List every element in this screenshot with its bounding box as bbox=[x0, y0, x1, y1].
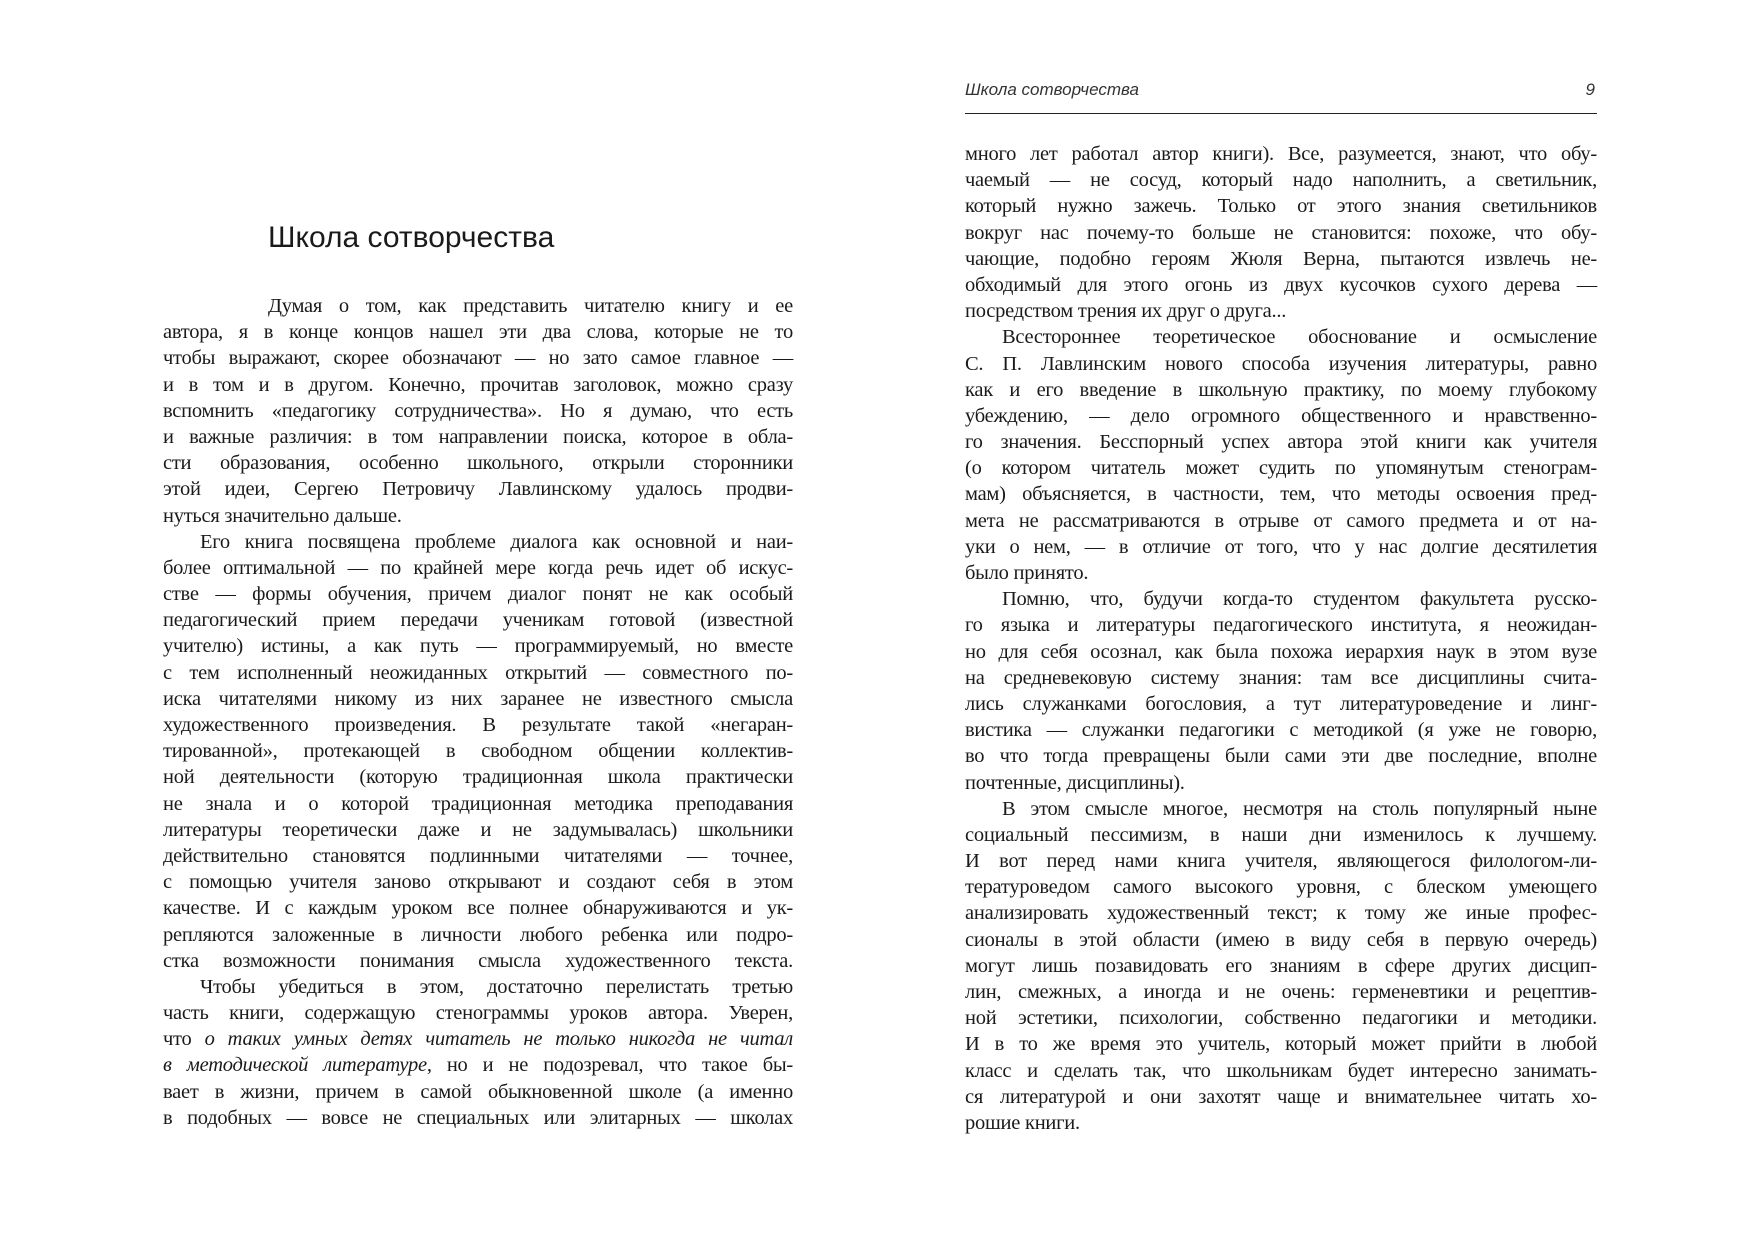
text-segment: (о котором читатель может судить по упомянутым стенограм- bbox=[965, 457, 1597, 480]
text-segment: стка возможности понимания смысла художественного текста. bbox=[163, 949, 793, 972]
text-line bbox=[965, 324, 1597, 350]
text-segment: который нужно зажечь. Только от этого знания светильников bbox=[965, 195, 1597, 218]
text-segment: стве — формы обучения, причем диалог понят не как особый bbox=[163, 583, 793, 606]
text-line bbox=[163, 922, 793, 948]
text-line bbox=[163, 503, 793, 529]
text-line bbox=[965, 586, 1597, 612]
text-line bbox=[965, 639, 1597, 665]
text-segment: класс и сделать так, что школьникам будет интересно занимать- bbox=[965, 1059, 1597, 1082]
text-segment: вистика — служанки педагогики с методикой (я уже не говорю, bbox=[965, 719, 1597, 742]
text-segment: чтобы выражают, скорее обозначают — но зато самое главное — bbox=[163, 347, 793, 370]
text-segment: го значения. Бесспорный успех автора этой книги как учителя bbox=[965, 431, 1597, 454]
text-line bbox=[163, 581, 793, 607]
running-header bbox=[965, 78, 1597, 114]
text-segment: и важные различия: в том направлении поиска, которое в обла- bbox=[163, 425, 793, 448]
text-segment: с помощью учителя заново открывают и создают себя в этом bbox=[163, 871, 793, 894]
text-segment: лись служанками богословия, а тут литературоведение и линг- bbox=[965, 692, 1597, 715]
paragraph bbox=[965, 324, 1597, 586]
text-line bbox=[163, 686, 793, 712]
text-segment: лин, смежных, а иногда и не очень: герменевтики и рецептив- bbox=[965, 981, 1597, 1003]
text-segment: вает в жизни, причем в самой обыкновенной школе (а именно bbox=[163, 1080, 793, 1103]
text-line bbox=[163, 398, 793, 424]
text-line bbox=[163, 450, 793, 476]
text-line bbox=[965, 167, 1597, 193]
paragraph bbox=[163, 974, 793, 1131]
text-line bbox=[163, 660, 793, 686]
left-page bbox=[0, 0, 877, 1240]
text-segment: , но и не подозревал, что такое бы- bbox=[426, 1054, 794, 1077]
text-segment: Чтобы убедиться в этом, достаточно перелистать третью bbox=[200, 975, 793, 998]
text-line bbox=[163, 948, 793, 974]
text-line bbox=[965, 822, 1597, 848]
paragraph bbox=[965, 141, 1597, 324]
text-line bbox=[163, 895, 793, 921]
text-line bbox=[163, 869, 793, 895]
text-line bbox=[163, 633, 793, 659]
text-line bbox=[965, 848, 1597, 874]
text-line bbox=[965, 979, 1597, 1005]
text-segment: педагогический прием передачи ученикам готовой (известной bbox=[163, 609, 793, 632]
text-line bbox=[965, 770, 1597, 796]
text-line bbox=[163, 974, 793, 1000]
text-line bbox=[163, 293, 793, 319]
text-line bbox=[163, 712, 793, 738]
paragraph bbox=[163, 293, 793, 529]
text-segment: могут лишь позавидовать его знаниям в сфере других дисцип- bbox=[965, 954, 1597, 977]
text-segment: на средневековую систему знания: там все дисциплины счита- bbox=[965, 666, 1597, 689]
text-segment: сионалы в этой области (имею в виду себя в первую очередь) bbox=[965, 928, 1597, 951]
text-segment: художественного произведения. В результате такой «негаран- bbox=[163, 714, 793, 736]
text-segment: но для себя осознал, как была похожа иерархия наук в этом вузе bbox=[965, 640, 1597, 663]
text-line bbox=[965, 1031, 1597, 1057]
text-line bbox=[965, 246, 1597, 272]
text-line bbox=[163, 345, 793, 371]
text-segment: ной эстетики, психологии, собственно педагогики и методики. bbox=[965, 1007, 1597, 1030]
text-segment: социальный пессимизм, в наши дни изменилось к лучшему. bbox=[965, 823, 1597, 846]
text-line bbox=[965, 193, 1597, 219]
text-segment: этой идеи, Сергею Петровичу Лавлинскому удалось продви- bbox=[163, 478, 793, 501]
text-line bbox=[965, 403, 1597, 429]
text-segment: анализировать художественный текст; к тому же иные профес- bbox=[965, 902, 1597, 925]
text-segment: более оптимальной — по крайней мере когда речь идет об искус- bbox=[163, 556, 793, 579]
text-segment: Думая о том, как представить читателю книгу и ее bbox=[268, 295, 793, 317]
text-segment: Всестороннее теоретическое обоснование и осмысление bbox=[1002, 326, 1597, 349]
text-line bbox=[163, 1079, 793, 1105]
text-segment: как и его введение в школьную практику, по моему глубокому bbox=[965, 378, 1597, 401]
text-line bbox=[163, 1105, 793, 1131]
text-line bbox=[163, 319, 793, 345]
text-segment: рошие книги. bbox=[965, 1111, 1080, 1134]
right-page bbox=[877, 0, 1755, 1240]
text-line bbox=[965, 272, 1597, 298]
text-segment: тированной», протекающей в свободном общении коллектив- bbox=[163, 740, 793, 763]
text-segment: ся литературой и они захотят чаще и внимательнее читать хо- bbox=[965, 1085, 1597, 1108]
text-segment: Его книга посвящена проблеме диалога как основной и наи- bbox=[200, 530, 793, 553]
text-line bbox=[965, 560, 1597, 586]
italic-text: о таких умных детях читатель не только никогда не читал bbox=[204, 1028, 793, 1051]
text-segment: было принято. bbox=[965, 562, 1089, 584]
text-line bbox=[163, 1052, 793, 1078]
text-segment: не знала и о которой традиционная методика преподавания bbox=[163, 792, 793, 815]
chapter-title: Школа сотворчества bbox=[268, 221, 555, 254]
paragraph bbox=[965, 796, 1597, 1136]
text-line bbox=[163, 555, 793, 581]
text-line bbox=[163, 1000, 793, 1026]
text-segment: Помню, что, будучи когда-то студентом факультета русско- bbox=[1002, 588, 1597, 611]
text-segment: С. П. Лавлинским нового способа изучения литературы, равно bbox=[965, 352, 1597, 375]
right-text-column bbox=[965, 141, 1597, 1136]
text-segment: почтенные, дисциплины). bbox=[965, 771, 1185, 794]
left-text-column bbox=[163, 293, 793, 1131]
text-line bbox=[163, 529, 793, 555]
text-line bbox=[163, 764, 793, 790]
text-segment: с тем исполненный неожиданных открытий — совместного по- bbox=[163, 661, 793, 684]
text-segment: вокруг нас почему-то больше не становится: похоже, что обу- bbox=[965, 221, 1597, 244]
text-segment: много лет работал автор книги). Все, разумеется, знают, что обу- bbox=[965, 143, 1597, 165]
text-segment: что bbox=[163, 1028, 205, 1051]
text-segment: чающие, подобно героям Жюля Верна, пытаются извлечь не- bbox=[965, 247, 1597, 270]
text-segment: ной деятельности (которую традиционная школа практически bbox=[163, 766, 793, 789]
text-segment: обходимый для этого огонь из двух кусочков сухого дерева — bbox=[965, 273, 1597, 296]
text-segment: уки о нем, — в отличие от того, что у нас долгие десятилетия bbox=[965, 535, 1597, 558]
text-line bbox=[965, 481, 1597, 507]
text-line bbox=[163, 1026, 793, 1052]
text-segment: посредством трения их друг о друга... bbox=[965, 300, 1287, 323]
text-segment: мета не рассматриваются в отрыве от самого предмета и от на- bbox=[965, 509, 1597, 532]
text-line bbox=[965, 717, 1597, 743]
text-segment: убеждению, — дело огромного общественного и нравственно- bbox=[965, 404, 1597, 427]
text-segment: репляются заложенные в личности любого ребенка или подро- bbox=[163, 923, 793, 946]
paragraph bbox=[965, 586, 1597, 796]
text-line bbox=[965, 874, 1597, 900]
text-segment: И в то же время это учитель, который может прийти в любой bbox=[965, 1033, 1597, 1056]
text-segment: действительно становятся подлинными читателями — точнее, bbox=[163, 844, 793, 867]
text-line bbox=[965, 429, 1597, 455]
text-segment: во что тогда превращены были сами эти две последние, вполне bbox=[965, 745, 1597, 768]
text-line bbox=[965, 1005, 1597, 1031]
text-segment: мам) объясняется, в частности, тем, что методы освоения пред- bbox=[965, 483, 1597, 506]
text-line bbox=[965, 141, 1597, 167]
text-segment: В этом смысле многое, несмотря на столь популярный ныне bbox=[1002, 797, 1597, 820]
paragraph bbox=[163, 529, 793, 974]
text-segment: учителю) истины, а как путь — программируемый, но вместе bbox=[163, 635, 793, 658]
text-line bbox=[965, 900, 1597, 926]
page-number: 9 bbox=[1585, 80, 1595, 99]
text-line bbox=[163, 372, 793, 398]
text-line bbox=[163, 817, 793, 843]
text-segment: иска читателями никому из них заранее не известного смысла bbox=[163, 687, 793, 710]
text-line bbox=[965, 927, 1597, 953]
text-line bbox=[163, 476, 793, 502]
text-line bbox=[163, 424, 793, 450]
text-line bbox=[163, 738, 793, 764]
text-line bbox=[163, 607, 793, 633]
text-line bbox=[965, 665, 1597, 691]
text-line bbox=[965, 796, 1597, 822]
text-line bbox=[163, 843, 793, 869]
text-segment: и в том и в другом. Конечно, прочитав заголовок, можно сразу bbox=[163, 373, 793, 396]
text-line bbox=[965, 455, 1597, 481]
text-line bbox=[965, 1110, 1597, 1136]
text-line bbox=[965, 351, 1597, 377]
text-line bbox=[163, 791, 793, 817]
text-segment: чаемый — не сосуд, который надо наполнить, а светильник, bbox=[965, 169, 1597, 192]
text-segment: сти образования, особенно школьного, открыли сторонники bbox=[163, 452, 793, 475]
text-line bbox=[965, 220, 1597, 246]
text-line bbox=[965, 534, 1597, 560]
text-segment: часть книги, содержащую стенограммы уроков автора. Уверен, bbox=[163, 1002, 793, 1025]
text-segment: автора, я в конце концов нашел эти два слова, которые не то bbox=[163, 321, 793, 344]
text-segment: го языка и литературы педагогического института, я неожидан- bbox=[965, 614, 1597, 637]
text-line bbox=[965, 377, 1597, 403]
text-segment: нуться значительно дальше. bbox=[163, 504, 402, 527]
running-header-title: Школа сотворчества bbox=[965, 80, 1139, 99]
text-line bbox=[965, 1084, 1597, 1110]
text-line bbox=[965, 508, 1597, 534]
text-segment: в подобных — вовсе не специальных или элитарных — школах bbox=[163, 1106, 793, 1129]
text-line bbox=[965, 953, 1597, 979]
text-segment: тературоведом самого высокого уровня, с блеском умеющего bbox=[965, 876, 1597, 899]
text-line bbox=[965, 612, 1597, 638]
text-line bbox=[965, 743, 1597, 769]
text-line bbox=[965, 298, 1597, 324]
text-line bbox=[965, 691, 1597, 717]
text-segment: литературы теоретически даже и не задумывалась) школьники bbox=[163, 818, 793, 841]
text-line bbox=[965, 1058, 1597, 1084]
text-segment: качестве. И с каждым уроком все полнее обнаруживаются и ук- bbox=[163, 897, 793, 920]
text-segment: И вот перед нами книга учителя, являющегося филологом-ли- bbox=[965, 850, 1597, 873]
italic-text: в методической литературе bbox=[163, 1054, 427, 1077]
text-segment: вспомнить «педагогику сотрудничества». Но я думаю, что есть bbox=[163, 399, 793, 422]
